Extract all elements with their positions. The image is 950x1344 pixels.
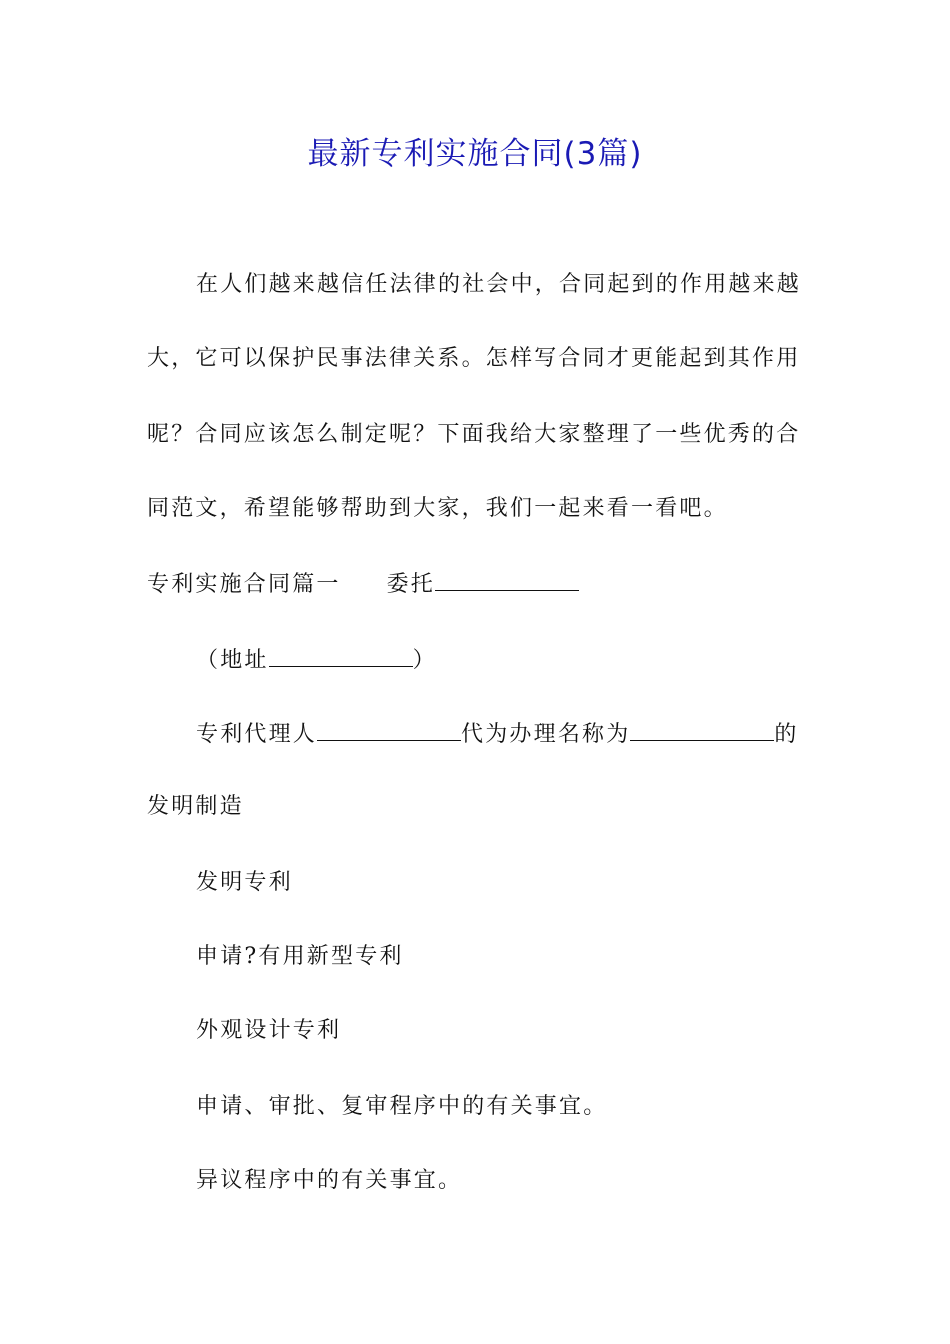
invention-name-blank <box>630 718 774 741</box>
agent-label: 专利代理人 <box>196 722 318 747</box>
section-heading: 专利实施合同篇一 <box>147 572 341 597</box>
intro-line-2: 大，它可以保护民事法律关系。怎样写合同才更能起到其作用 <box>147 346 801 371</box>
agent-end: 的 <box>774 722 799 747</box>
address-open: （地址 <box>196 648 269 673</box>
address-blank <box>269 644 413 667</box>
agent-blank <box>317 718 461 741</box>
invention-patent-line: 发明专利 <box>196 870 293 895</box>
intro-line-3: 呢？合同应该怎么制定呢？下面我给大家整理了一些优秀的合 <box>147 422 801 447</box>
section-heading-line <box>147 568 579 600</box>
entrust-label: 委托 <box>386 572 436 597</box>
objection-matters-line: 异议程序中的有关事宜。 <box>196 1168 463 1193</box>
agent-middle: 代为办理名称为 <box>461 722 631 747</box>
agent-line <box>196 718 799 750</box>
design-patent-line: 外观设计专利 <box>196 1018 342 1043</box>
invention-make-line: 发明制造 <box>147 794 244 819</box>
address-line <box>196 644 437 676</box>
utility-patent-line: 申请?有用新型专利 <box>196 944 404 969</box>
intro-line-1: 在人们越来越信任法律的社会中，合同起到的作用越来越 <box>196 272 802 297</box>
page-title: 最新专利实施合同(3篇) <box>307 136 643 172</box>
approval-matters-line: 申请、审批、复审程序中的有关事宜。 <box>196 1094 608 1119</box>
entrust-blank <box>435 568 579 591</box>
intro-line-4: 同范文，希望能够帮助到大家，我们一起来看一看吧。 <box>147 496 728 521</box>
address-close: ） <box>412 648 437 673</box>
